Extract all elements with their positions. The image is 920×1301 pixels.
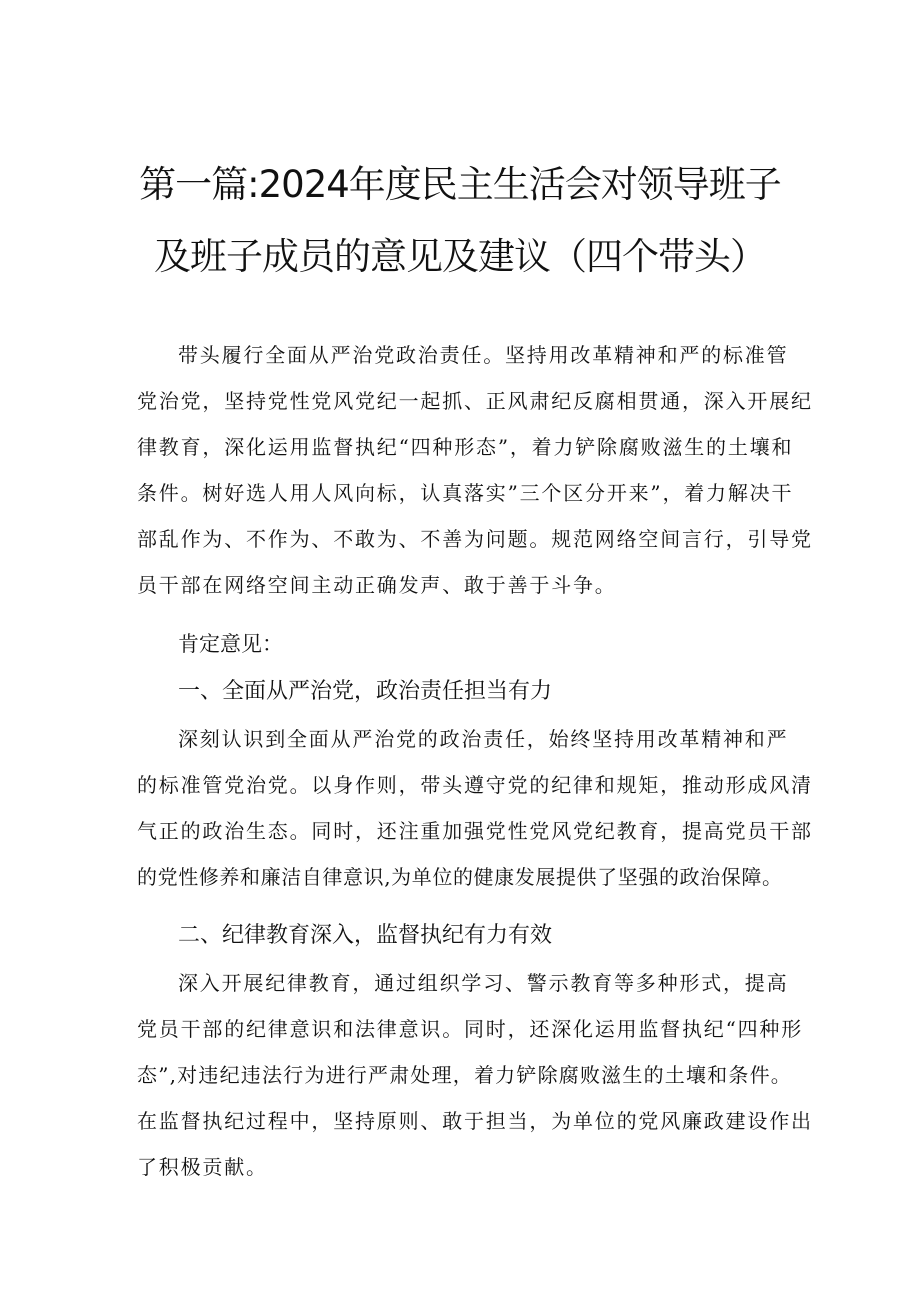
- section-1-heading: 一、全面从严治党，政治责任担当有力: [178, 679, 553, 704]
- document-title-line-2: 及班子成员的意见及建议（四个带头）: [154, 235, 766, 278]
- intro-line: 律教育，深化运用监督执纪“四种形态”，着力铲除腐败滋生的土壤和: [137, 435, 794, 459]
- section-1-line: 的党性修养和廉洁自律意识,为单位的健康发展提供了坚强的政治保障。: [137, 865, 783, 889]
- intro-line: 党治党，坚持党性党风党纪一起抓、正风肃纪反腐相贯通，深入开展纪: [137, 389, 813, 413]
- section-1-line: 的标准管党治党。以身作则，带头遵守党的纪律和规矩，推动形成风清: [137, 773, 813, 797]
- positive-opinions-label: 肯定意见：: [178, 632, 283, 656]
- section-1-line: 深刻认识到全面从严治党的政治责任，始终坚持用改革精神和严: [178, 727, 789, 751]
- document-title-line-1: 第一篇:2024年度民主生活会对领导班子: [139, 163, 781, 206]
- intro-line: 部乱作为、不作为、不敢为、不善为问题。规范网络空间言行，引导党: [137, 527, 813, 551]
- section-2-heading: 二、纪律教育深入，监督执纪有力有效: [178, 923, 553, 948]
- section-2-line: 在监督执纪过程中，坚持原则、敢于担当，为单位的党风廉政建设作出: [137, 1109, 813, 1133]
- section-2-line: 深入开展纪律教育，通过组织学习、警示教育等多种形式，提高: [178, 971, 789, 995]
- section-2-line: 党员干部的纪律意识和法律意识。同时，还深化运用监督执纪“四种形: [137, 1017, 804, 1041]
- intro-line: 员干部在网络空间主动正确发声、敢于善于斗争。: [137, 573, 617, 597]
- section-2-line: 态”,对违纪违法行为进行严肃处理，着力铲除腐败滋生的土壤和条件。: [137, 1063, 792, 1087]
- section-2-line: 了积极贡献。: [137, 1155, 268, 1179]
- intro-line: 带头履行全面从严治党政治责任。坚持用改革精神和严的标准管: [178, 343, 789, 367]
- intro-line: 条件。树好选人用人风向标，认真落实”三个区分开来”，着力解决干: [137, 481, 794, 505]
- section-1-line: 气正的政治生态。同时，还注重加强党性党风党纪教育，提高党员干部: [137, 819, 813, 843]
